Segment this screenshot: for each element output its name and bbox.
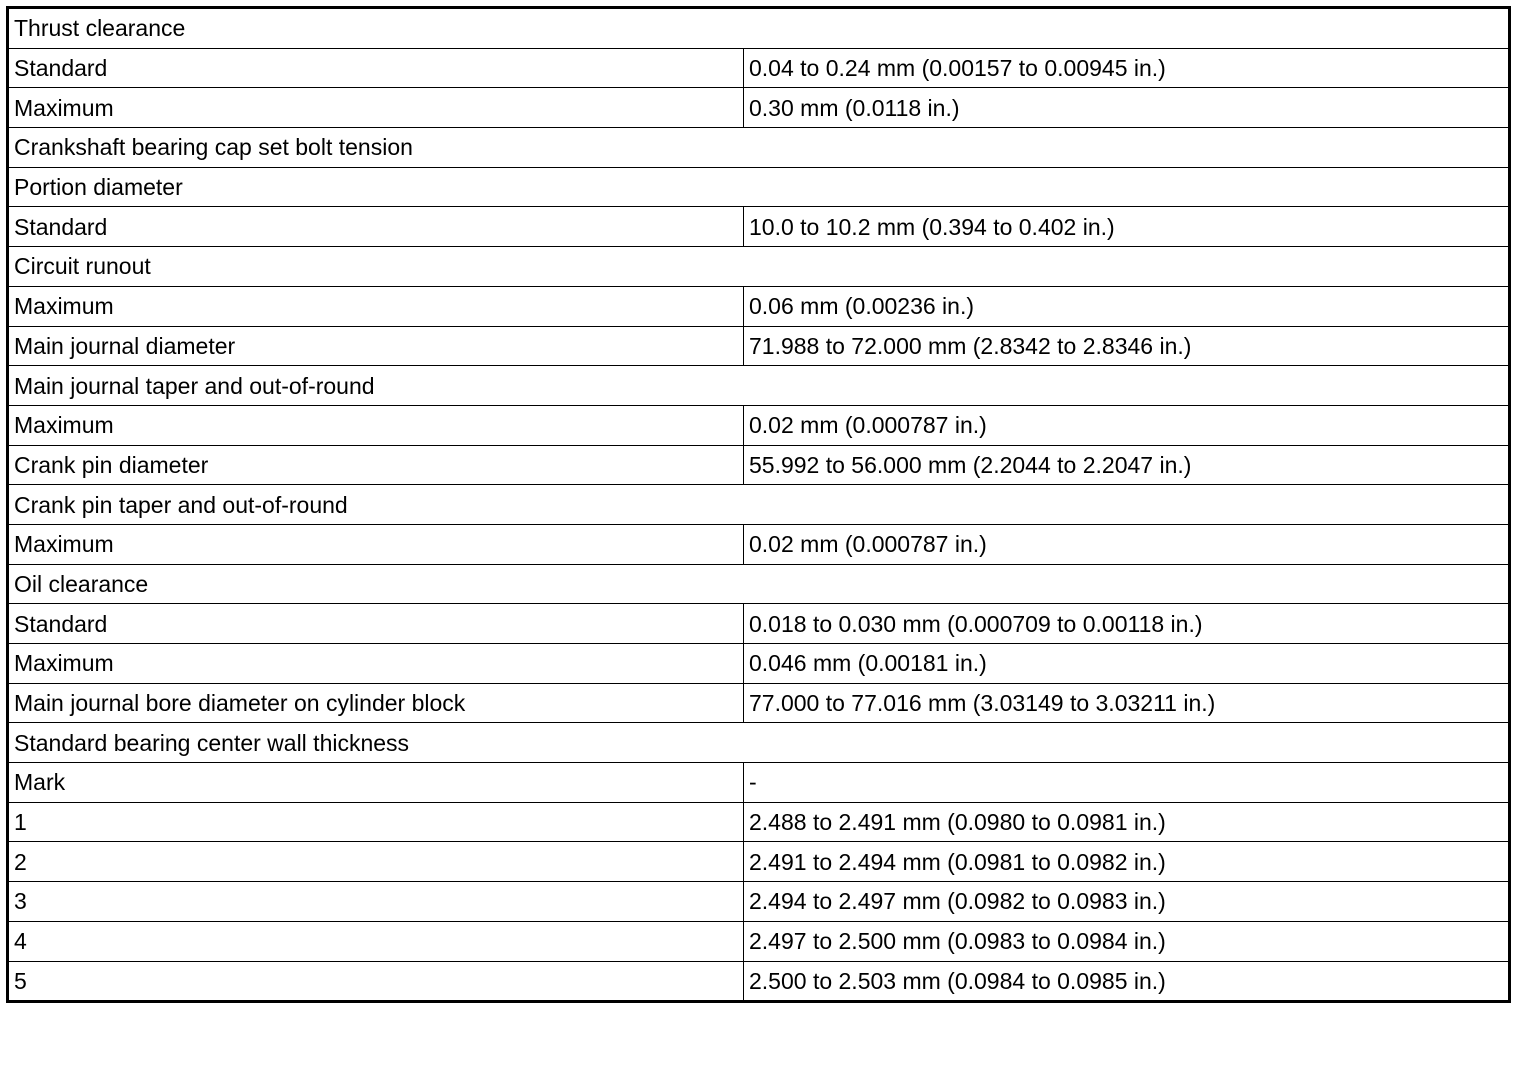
section-header-row: [8, 723, 1510, 763]
table-row: [8, 683, 1510, 723]
table-row: [8, 88, 1510, 128]
table-row: [8, 604, 1510, 644]
row-label-cell: Mark: [8, 763, 744, 803]
row-value-cell: -: [744, 763, 1510, 803]
section-header-cell: Thrust clearance: [8, 8, 1510, 49]
row-label-cell: 1: [8, 802, 744, 842]
section-header-cell: Circuit runout: [8, 247, 1510, 287]
row-value-cell: 0.02 mm (0.000787 in.): [744, 405, 1510, 445]
spec-table: [6, 6, 1511, 1003]
row-value-cell: 0.02 mm (0.000787 in.): [744, 524, 1510, 564]
table-row: [8, 524, 1510, 564]
section-header-cell: Crank pin taper and out-of-round: [8, 485, 1510, 525]
section-header-cell: Standard bearing center wall thickness: [8, 723, 1510, 763]
row-label-cell: Maximum: [8, 644, 744, 684]
table-row: [8, 286, 1510, 326]
section-header-row: [8, 485, 1510, 525]
row-label-cell: Main journal diameter: [8, 326, 744, 366]
row-label-cell: 4: [8, 921, 744, 961]
table-row: [8, 445, 1510, 485]
row-value-cell: 0.046 mm (0.00181 in.): [744, 644, 1510, 684]
table-row: [8, 882, 1510, 922]
section-header-row: [8, 564, 1510, 604]
section-header-cell: Portion diameter: [8, 167, 1510, 207]
table-row: [8, 207, 1510, 247]
row-label-cell: Maximum: [8, 286, 744, 326]
table-row: [8, 405, 1510, 445]
section-header-row: [8, 128, 1510, 168]
row-label-cell: Crank pin diameter: [8, 445, 744, 485]
row-value-cell: 0.04 to 0.24 mm (0.00157 to 0.00945 in.): [744, 48, 1510, 88]
table-row: [8, 842, 1510, 882]
row-value-cell: 2.500 to 2.503 mm (0.0984 to 0.0985 in.): [744, 961, 1510, 1002]
table-row: [8, 48, 1510, 88]
row-label-cell: Maximum: [8, 405, 744, 445]
row-value-cell: 71.988 to 72.000 mm (2.8342 to 2.8346 in.): [744, 326, 1510, 366]
row-value-cell: 10.0 to 10.2 mm (0.394 to 0.402 in.): [744, 207, 1510, 247]
row-label-cell: Standard: [8, 604, 744, 644]
row-label-cell: 2: [8, 842, 744, 882]
table-row: [8, 921, 1510, 961]
row-label-cell: Maximum: [8, 88, 744, 128]
section-header-cell: Oil clearance: [8, 564, 1510, 604]
table-row: [8, 802, 1510, 842]
row-value-cell: 2.488 to 2.491 mm (0.0980 to 0.0981 in.): [744, 802, 1510, 842]
row-label-cell: Standard: [8, 48, 744, 88]
section-header-row: [8, 167, 1510, 207]
row-label-cell: Standard: [8, 207, 744, 247]
row-label-cell: 3: [8, 882, 744, 922]
row-value-cell: 0.30 mm (0.0118 in.): [744, 88, 1510, 128]
spec-table-body: [8, 8, 1510, 1002]
row-label-cell: Maximum: [8, 524, 744, 564]
row-value-cell: 77.000 to 77.016 mm (3.03149 to 3.03211 in.): [744, 683, 1510, 723]
table-row: [8, 961, 1510, 1002]
row-value-cell: 0.018 to 0.030 mm (0.000709 to 0.00118 in.): [744, 604, 1510, 644]
section-header-row: [8, 366, 1510, 406]
row-label-cell: 5: [8, 961, 744, 1002]
row-label-cell: Main journal bore diameter on cylinder block: [8, 683, 744, 723]
table-row: [8, 326, 1510, 366]
table-row: [8, 763, 1510, 803]
row-value-cell: 2.491 to 2.494 mm (0.0981 to 0.0982 in.): [744, 842, 1510, 882]
section-header-row: [8, 8, 1510, 49]
section-header-cell: Main journal taper and out-of-round: [8, 366, 1510, 406]
row-value-cell: 55.992 to 56.000 mm (2.2044 to 2.2047 in.): [744, 445, 1510, 485]
section-header-row: [8, 247, 1510, 287]
table-row: [8, 644, 1510, 684]
row-value-cell: 2.494 to 2.497 mm (0.0982 to 0.0983 in.): [744, 882, 1510, 922]
section-header-cell: Crankshaft bearing cap set bolt tension: [8, 128, 1510, 168]
row-value-cell: 0.06 mm (0.00236 in.): [744, 286, 1510, 326]
row-value-cell: 2.497 to 2.500 mm (0.0983 to 0.0984 in.): [744, 921, 1510, 961]
